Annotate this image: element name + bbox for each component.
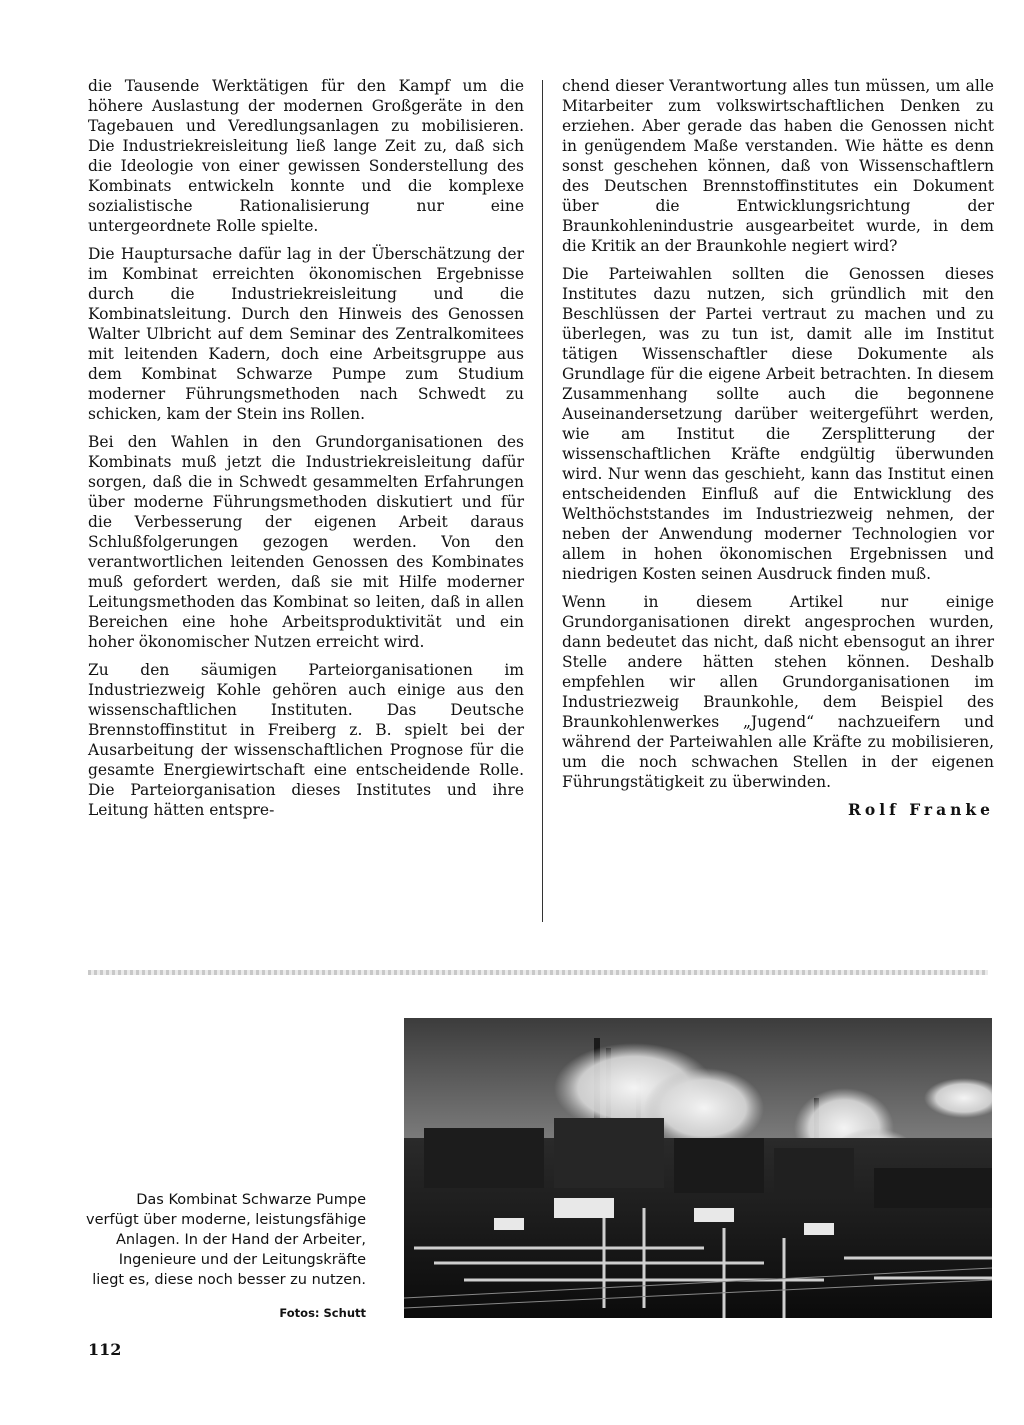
paragraph: Wenn in diesem Artikel nur einige Grundorganisationen direkt angesprochen wurden, dann bedeutet das nicht, daß nicht ebensogut an ihrer Stelle andere hätten stehen können. Deshalb empfehlen wir allen Grundorganisationen im Industriezweig Braunkohle, dem Beispiel des Braunkohlenwerkes „Jugend“ nachzueifern und während der Parteiwahlen alle Kräfte zu mobilisieren, um die noch schwachen Stellen in der eigenen Führungstätigkeit zu überwinden. (562, 593, 994, 791)
paragraph: Zu den säumigen Parteiorganisationen im Industriezweig Kohle gehören auch einige aus den wissenschaftlichen Instituten. Das Deutsche Brennstoffinstitut in Freiberg z. B. spielt bei der Ausarbeitung der wissenschaftlichen Prognose für die gesamte Energiewirtschaft eine entscheidende Rolle. Die Parteiorganisation dieses Institutes und ihre Leitung hätten entspre- (88, 661, 524, 819)
page-number: 112 (88, 1340, 122, 1359)
photo-caption: Das Kombinat Schwarze Pumpe verfügt über moderne, leistungsfähige Anlagen. In der Hand der Arbeiter, Ingenieure und der Leitungskräfte liegt es, diese noch besser zu nutzen. (86, 1192, 366, 1288)
article-column-right (562, 76, 994, 820)
industrial-plant-photo (404, 1018, 992, 1318)
paragraph: Die Parteiwahlen sollten die Genossen dieses Institutes dazu nutzen, sich gründlich mit den Beschlüssen der Partei vertraut zu machen und zu überlegen, was zu tun ist, damit alle im Institut tätigen Wissenschaftler diese Dokumente als Grundlage für die eigene Arbeit betrachten. In diesem Zusammenhang sollte auch die begonnene Auseinandersetzung darüber weitergeführt werden, wie am Institut die Zersplitterung der wissenschaftlichen Kräfte endgültig überwunden wird. Nur wenn das geschieht, kann das Institut einen entscheidenden Einfluß auf die Entwicklung des Welthöchststandes im Industriezweig nehmen, der neben der Anwendung moderner Technologien vor allem in hohen ökonomischen Ergebnissen und niedrigen Kosten seinen Ausdruck finden muß. (562, 265, 994, 583)
article-column-left (88, 76, 524, 828)
author-name: Rolf Franke (848, 800, 994, 819)
paragraph: die Tausende Werktätigen für den Kampf um die höhere Auslastung der modernen Großgeräte in den Tagebauen und Veredlungsanlagen zu mobilisieren. Die Industriekreisleitung ließ lange Zeit zu, daß sich die Ideologie von einer gewissen Sonderstellung des Kombinats entwickeln konnte und die komplexe sozialistische Rationalisierung nur eine untergeordnete Rolle spielte. (88, 77, 524, 235)
paragraph: Bei den Wahlen in den Grundorganisationen des Kombinats muß jetzt die Industriekreisleitung dafür sorgen, daß die in Schwedt gesammelten Erfahrungen über moderne Führungsmethoden diskutiert und für die Verbesserung der eigenen Arbeit daraus Schlußfolgerungen gezogen werden. Von den verantwortlichen leitenden Genossen des Kombinates muß gefordert werden, daß sie mit Hilfe moderner Leitungsmethoden das Kombinat so leiten, daß in allen Bereichen eine hohe Arbeitsproduktivität und ein hoher ökonomischer Nutzen erreicht wird. (88, 433, 524, 651)
section-separator (88, 970, 988, 975)
photo-credit: Fotos: Schutt (279, 1306, 366, 1320)
paragraph: Die Hauptursache dafür lag in der Überschätzung der im Kombinat erreichten ökonomischen Ergebnisse durch die Industriekreisleitung und die Kombinatsleitung. Durch den Hinweis des Genossen Walter Ulbricht auf dem Seminar des Zentralkomitees mit leitenden Kadern, doch eine Arbeitsgruppe aus dem Kombinat Schwarze Pumpe zum Studium moderner Führungsmethoden nach Schwedt zu schicken, kam der Stein ins Rollen. (88, 245, 524, 423)
column-divider (542, 80, 543, 922)
paragraph: chend dieser Verantwortung alles tun müssen, um alle Mitarbeiter zum volkswirtschaftlichen Denken zu erziehen. Aber gerade das haben die Genossen nicht in genügendem Maße verstanden. Wie hätte es denn sonst geschehen können, daß von Wissenschaftlern des Deutschen Brennstoffinstitutes ein Dokument über die Entwicklungsrichtung der Braunkohlenindustrie ausgearbeitet wurde, in dem die Kritik an der Braunkohle negiert wird? (562, 77, 994, 255)
